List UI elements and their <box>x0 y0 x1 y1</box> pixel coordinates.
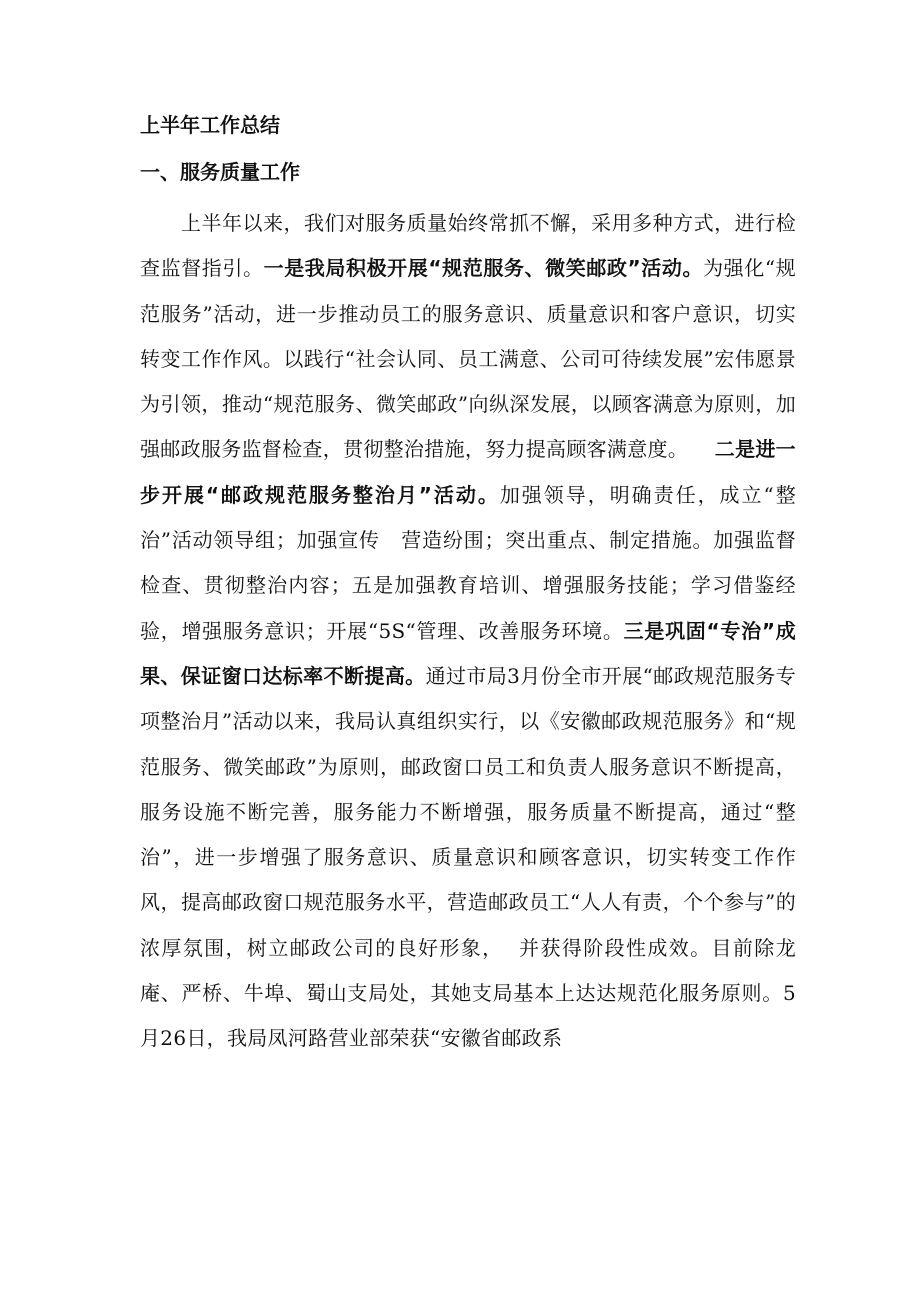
bold-point-2: 二是进一步开展“邮政规范服务整治月”活动。 <box>140 437 796 507</box>
bold-point-1: 一是我局积极开展“规范服务、微笑邮政”活动。 <box>263 256 704 281</box>
paragraph-text-2: 为强化“规范服务”活动，进一步推动员工的服务意识、质量意识和客户意识，切实转变工作作风。以践行“社会认同、员工满意、公司可待续发展”宏伟愿景为引领，推动“规范服务、微笑邮政”向纵深发展，以顾客满意为原则，加强邮政服务监督检查，贯彻整治措施，努力提高顾客满意度。 <box>140 256 796 462</box>
paragraph-text-3: 加强领导，明确责任，成立“整治”活动领导组；加强宣传 <box>140 482 796 553</box>
section-heading: 一、服务质量工作 <box>140 160 300 184</box>
body-paragraph <box>140 201 796 1062</box>
paragraph-text-5: 通过市局3月份全市开展“邮政规范服务专项整治月”活动以来，我局认真组织实行，以《安徽邮政规范服务》和“规范服务、微笑邮政”为原则，邮政窗口员工和负责人服务意识不断提高，服务设施不断完善，服务能力不断增强，服务质量不断提高，通过“整治”，进一步增强了服务意识、质量意识和顾客意识，切实转变工作作风，提高邮政窗口规范服务水平，营造邮政员工“人人有责，个个参与”的浓厚氛围，树立邮政公司的良好形象， <box>140 663 796 960</box>
paragraph-text-4: 营造纷围；突出重点、制定措施。加强监督检查、贯彻整治内容；五是加强教育培训、增强服务技能；学习借鉴经验，增强服务意识；开展“5S“管理、改善服务环境。 <box>140 528 797 643</box>
document-page <box>140 110 796 1062</box>
paragraph-text-6: 并获得阶段性成效。目前除龙庵、严桥、牛埠、蜀山支局处，其她支局基本上达达规范化服务原则。5月26日，我局凤河路营业部荣获“安徽省邮政系 <box>140 935 796 1051</box>
document-title: 上半年工作总结 <box>140 113 280 137</box>
paragraph-text-1: 上半年以来，我们对服务质量始终常抓不懈，采用多种方式，进行检查监督指引。 <box>140 211 796 281</box>
bold-point-3: 三是巩固“专治”成果、保证窗口达标率不断提高。 <box>140 618 796 688</box>
